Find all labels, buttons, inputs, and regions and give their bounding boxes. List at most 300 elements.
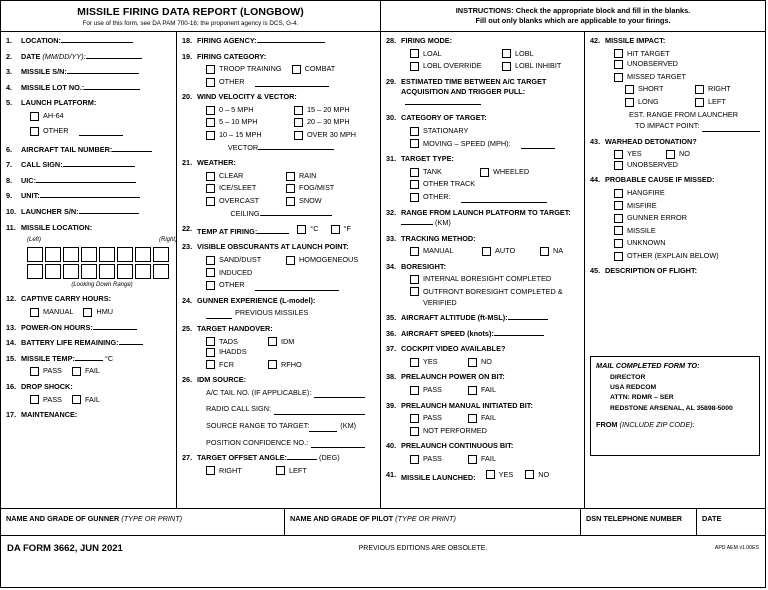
checkbox-wind-over-30[interactable]: [294, 130, 356, 141]
checkbox-cause-other[interactable]: [614, 251, 719, 262]
field-probable-cause: 44. PROBABLE CAUSE IF MISSED: HANGFIRE MISFIRE GUNNER ERROR MISSILE UNKNOWN OTHER (EXPLAIN BELOW): [590, 175, 719, 260]
previous-editions-note: PREVIOUS EDITIONS ARE OBSOLETE.: [358, 544, 488, 552]
input-moving-speed[interactable]: [521, 139, 555, 150]
option-label: MISSILE: [627, 225, 656, 235]
checkbox-wind-10-15[interactable]: [206, 130, 284, 141]
form-subtitle: For use of this form, see DA PAM 700-16; the proponent agency is DCS, G-4.: [82, 20, 299, 27]
checkbox-box-icon: [614, 214, 623, 223]
checkbox-launched-yes[interactable]: [486, 470, 514, 481]
checkbox-box-icon: [410, 386, 419, 395]
missile-cell[interactable]: [117, 247, 133, 262]
missile-cell[interactable]: [117, 264, 133, 279]
label-wind: WIND VELOCITY & VECTOR:: [197, 92, 297, 102]
checkbox-box-icon: [83, 308, 92, 317]
input-platform-other[interactable]: [79, 135, 123, 136]
label-to-impact-point: TO IMPACT POINT:: [635, 121, 700, 131]
mail-line-4: REDSTONE ARSENAL, AL 35898-5000: [610, 404, 733, 412]
field-gunner-experience: 24. GUNNER EXPERIENCE (L-model): PREVIOUS MISSILES: [182, 295, 316, 318]
option-label: YES: [423, 356, 438, 366]
checkbox-hit-target[interactable]: [614, 49, 678, 60]
checkbox-track-auto[interactable]: [482, 246, 530, 257]
label-mail-to: MAIL COMPLETED FORM TO:: [596, 360, 700, 370]
label-missile-launched: MISSILE LAUNCHED:: [401, 472, 476, 482]
label-idm-source: IDM SOURCE:: [197, 375, 247, 385]
checkbox-box-icon: [30, 308, 39, 317]
option-label: MANUAL: [423, 246, 454, 256]
checkbox-box-icon: [614, 60, 623, 69]
missile-cell[interactable]: [99, 264, 115, 279]
field-missile-impact: 42. MISSILE IMPACT: HIT TARGET UNOBSERVED MISSED TARGET SHORT RIGHT LONG LEFT EST. RANGE FROM LAUNCHER TO IMPACT POINT:: [590, 36, 760, 132]
checkbox-troop-training[interactable]: [206, 64, 282, 75]
label-probable-cause: PROBABLE CAUSE IF MISSED:: [605, 175, 715, 185]
option-label: FAIL: [84, 394, 100, 404]
option-label: LOBL OVERRIDE: [423, 61, 482, 71]
checkbox-box-icon: [410, 427, 419, 436]
checkbox-missed-target[interactable]: [614, 72, 686, 83]
checkbox-fog-mist[interactable]: [286, 183, 334, 194]
checkbox-box-icon: [614, 252, 623, 261]
checkbox-box-icon: [666, 150, 675, 159]
option-label: NOT PERFORMED: [423, 425, 487, 435]
option-label: LOBL: [515, 48, 534, 58]
checkbox-clear[interactable]: [206, 171, 276, 182]
checkbox-box-icon: [410, 62, 419, 71]
input-target-offset-angle[interactable]: [287, 459, 317, 460]
checkbox-offset-left[interactable]: [276, 466, 307, 477]
field-captive-carry: 12. CAPTIVE CARRY HOURS: MANUAL HMU: [6, 294, 114, 317]
field-dsn-telephone[interactable]: DSN TELEPHONE NUMBER: [581, 509, 697, 535]
field-boresight: 34. BORESIGHT: INTERNAL BORESIGHT COMPLETED OUTFRONT BORESIGHT COMPLETED & VERIFIED: [386, 261, 563, 307]
checkbox-box-icon: [625, 98, 634, 107]
input-location[interactable]: [61, 42, 133, 43]
checkbox-right[interactable]: [695, 84, 731, 95]
checkbox-wind-20-30[interactable]: [294, 117, 350, 128]
option-label: LONG: [638, 96, 659, 106]
field-launcher-sn: 10. LAUNCHER S/N:: [6, 207, 171, 218]
input-range-to-target[interactable]: [401, 224, 433, 225]
checkbox-gunner-error[interactable]: [614, 213, 687, 224]
label-power-on-hours: POWER-ON HOURS:: [21, 322, 93, 332]
label-firing-category: FIRING CATEGORY:: [197, 51, 267, 61]
field-signature-date[interactable]: DATE: [702, 514, 722, 523]
input-power-on-hours[interactable]: [93, 329, 137, 330]
checkbox-lobl-inhibit[interactable]: [502, 61, 561, 72]
input-missile-temp[interactable]: [75, 360, 103, 361]
input-to-impact-point[interactable]: [702, 121, 760, 132]
input-temp-at-firing[interactable]: [257, 233, 289, 234]
checkbox-box-icon: [410, 455, 419, 464]
label-missile-sn: MISSILE S/N:: [21, 67, 67, 77]
checkbox-left[interactable]: [695, 97, 726, 108]
option-label: YES: [498, 469, 514, 479]
checkbox-launched-no[interactable]: [525, 470, 549, 481]
label-aircraft-altitude: AIRCRAFT ALTITUDE (ft-MSL):: [401, 313, 508, 323]
input-firing-agency[interactable]: [257, 42, 325, 43]
option-label: 15 – 20 MPH: [307, 104, 350, 114]
field-date: 2. DATE (MM/DD/YY):: [6, 52, 171, 63]
option-label: FOG/MIST: [299, 183, 335, 193]
checkbox-homogeneous[interactable]: [286, 255, 358, 266]
input-missile-lot[interactable]: [84, 89, 140, 90]
option-label: HIT TARGET: [627, 48, 670, 58]
checkbox-combat[interactable]: [292, 64, 336, 75]
checkbox-induced[interactable]: [206, 268, 252, 279]
label-warhead-detonation: WARHEAD DETONATION?: [605, 136, 697, 146]
missile-cell[interactable]: [45, 264, 61, 279]
input-date[interactable]: [86, 58, 142, 59]
checkbox-wind-5-10[interactable]: [206, 117, 284, 128]
label-est-range-from-launcher: EST. RANGE FROM LAUNCHER: [629, 110, 739, 120]
missile-cell[interactable]: [63, 247, 79, 262]
description-of-flight-area[interactable]: [590, 282, 760, 352]
field-power-on-hours: 13. POWER-ON HOURS:: [6, 323, 171, 334]
checkbox-shock-fail[interactable]: [72, 395, 100, 406]
option-label: OVER 30 MPH: [307, 130, 357, 140]
option-label: MOVING – SPEED (MPH):: [423, 138, 511, 148]
input-unit[interactable]: [40, 197, 140, 198]
missile-cell[interactable]: [99, 247, 115, 262]
column-3: [381, 32, 585, 508]
field-cockpit-video: 37. COCKPIT VIDEO AVAILABLE? YES NO: [386, 344, 506, 366]
option-label: FCR: [219, 359, 234, 369]
checkbox-box-icon: [206, 337, 215, 346]
option-label: RFHO: [281, 359, 302, 369]
checkbox-box-icon: [292, 65, 301, 74]
checkbox-manual[interactable]: [30, 307, 73, 318]
checkbox-hmu[interactable]: [83, 307, 113, 318]
checkbox-box-icon: [294, 131, 303, 140]
checkbox-box-icon: [410, 127, 419, 136]
option-label: LEFT: [708, 96, 726, 106]
checkbox-continuous-bit-pass[interactable]: [410, 454, 458, 465]
checkbox-box-icon: [268, 360, 277, 369]
checkbox-box-icon: [695, 85, 704, 94]
option-label: HMU: [96, 307, 114, 317]
field-location: 1. LOCATION:: [6, 36, 171, 47]
checkbox-temp-pass[interactable]: [30, 366, 62, 377]
label-target-handover: TARGET HANDOVER:: [197, 323, 273, 333]
field-description-of-flight: 45. DESCRIPTION OF FLIGHT:: [590, 266, 698, 276]
option-label: FAIL: [481, 453, 497, 463]
missile-cell[interactable]: [135, 247, 151, 262]
checkbox-warhead-no[interactable]: [666, 149, 706, 160]
label-missile-location: MISSILE LOCATION:: [21, 222, 93, 232]
checkbox-moving-speed[interactable]: [410, 139, 511, 150]
checkbox-box-icon: [206, 360, 215, 369]
input-obscurant-other[interactable]: [255, 280, 339, 291]
field-gunner-name[interactable]: NAME AND GRADE OF GUNNER (TYPE OR PRINT): [1, 509, 285, 535]
missile-cell[interactable]: [27, 247, 43, 262]
input-ceiling[interactable]: [260, 215, 332, 216]
checkbox-temp-fail[interactable]: [72, 366, 100, 377]
input-missile-sn[interactable]: [67, 73, 139, 74]
field-firing-mode: 28. FIRING MODE: LOAL LOBL LOBL OVERRIDE LOBL INHIBIT: [386, 36, 562, 71]
option-label: TANK: [423, 166, 442, 176]
input-estimated-time[interactable]: [405, 104, 481, 105]
option-label: °C: [310, 224, 319, 234]
checkbox-box-icon: [286, 197, 295, 206]
field-target-handover: 25. TARGET HANDOVER: TADS IDM IHADDS FCR RFHO: [182, 324, 375, 370]
label-deg: (DEG): [319, 453, 340, 463]
option-label: ICE/SLEET: [219, 183, 257, 193]
missile-cell[interactable]: [63, 264, 79, 279]
checkbox-short[interactable]: [625, 84, 685, 95]
input-vector[interactable]: [258, 149, 334, 150]
field-idm-source: 26. IDM SOURCE: A/C TAIL NO. (IF APPLICABLE): RADIO CALL SIGN: SOURCE RANGE TO TARGET: (KM) POSITION CONFIDENCE NO.:: [182, 375, 375, 448]
input-battery-life[interactable]: [119, 344, 143, 345]
option-label: 0 – 5 MPH: [219, 104, 254, 114]
checkbox-box-icon: [206, 78, 215, 87]
option-label: UNOBSERVED: [627, 59, 678, 69]
input-from-address[interactable]: [596, 429, 754, 451]
input-ac-tail-no[interactable]: [314, 388, 365, 399]
checkbox-wheeled[interactable]: [480, 167, 529, 178]
checkbox-platform-other[interactable]: [30, 126, 69, 137]
label-cockpit-video: COCKPIT VIDEO AVAILABLE?: [401, 344, 506, 354]
label-temp-at-firing: TEMP AT FIRING:: [197, 226, 258, 236]
mail-completed-form-box: [590, 356, 760, 456]
checkbox-manual-bit-fail[interactable]: [468, 413, 496, 424]
option-label: 10 – 15 MPH: [219, 130, 262, 140]
checkbox-lobl[interactable]: [502, 49, 534, 60]
instructions-line-1: INSTRUCTIONS: Check the appropriate block and fill in the blanks.: [455, 6, 691, 15]
input-target-other[interactable]: [461, 192, 547, 203]
option-label: OVERCAST: [219, 195, 260, 205]
checkbox-celsius[interactable]: [297, 224, 318, 235]
label-weather: WEATHER:: [197, 158, 236, 168]
option-label: °F: [343, 224, 351, 234]
option-label: SHORT: [638, 84, 664, 94]
missile-cell[interactable]: [153, 247, 169, 262]
checkbox-power-bit-fail[interactable]: [468, 385, 496, 396]
label-unit: UNIT:: [21, 191, 40, 201]
checkbox-box-icon: [30, 127, 39, 136]
checkbox-video-yes[interactable]: [410, 357, 458, 368]
label-aircraft-speed: AIRCRAFT SPEED (knots):: [401, 328, 494, 338]
apd-version: APD AEM v1.00ES: [714, 545, 759, 551]
missile-cell[interactable]: [45, 247, 61, 262]
signature-row: [1, 509, 765, 536]
input-tail-number[interactable]: [112, 151, 152, 152]
checkbox-box-icon: [410, 49, 419, 58]
checkbox-misfire[interactable]: [614, 201, 657, 212]
checkbox-unobserved[interactable]: [614, 59, 678, 70]
option-label: IDM: [281, 336, 295, 346]
checkbox-offset-right[interactable]: [206, 466, 266, 477]
label-uic: UIC:: [21, 175, 36, 185]
missile-cell[interactable]: [81, 264, 97, 279]
checkbox-fahrenheit[interactable]: [331, 224, 351, 235]
option-label: NO: [538, 469, 550, 479]
option-label: RIGHT: [219, 465, 242, 475]
checkbox-sand-dust[interactable]: [206, 255, 276, 266]
field-missile-temp: 15. MISSILE TEMP: °C PASS FAIL: [6, 353, 114, 376]
checkbox-obscurant-other[interactable]: [206, 280, 245, 291]
option-label: OTHER: [219, 76, 245, 86]
field-aircraft-speed: 36. AIRCRAFT SPEED (knots):: [386, 329, 579, 340]
checkbox-overcast[interactable]: [206, 196, 276, 207]
field-missile-launched: 41. MISSILE LAUNCHED: YES NO: [386, 469, 550, 482]
checkbox-box-icon: [410, 180, 419, 189]
checkbox-manual-bit-not-performed[interactable]: [410, 426, 487, 437]
checkbox-ah64[interactable]: [30, 111, 64, 122]
label-radio-call-sign: RADIO CALL SIGN:: [206, 404, 272, 414]
checkbox-power-bit-pass[interactable]: [410, 385, 458, 396]
label-left: (Left): [27, 237, 42, 244]
input-launcher-sn[interactable]: [79, 213, 139, 214]
option-label: LEFT: [289, 465, 307, 475]
label-range-to-target: RANGE FROM LAUNCH PLATFORM TO TARGET:: [401, 207, 571, 217]
checkbox-box-icon: [468, 358, 477, 367]
field-pilot-name[interactable]: NAME AND GRADE OF PILOT (TYPE OR PRINT): [285, 509, 581, 535]
option-label: AH-64: [43, 110, 64, 120]
checkbox-warhead-yes[interactable]: [614, 149, 656, 160]
checkbox-unknown[interactable]: [614, 238, 666, 249]
option-label: FAIL: [84, 366, 100, 376]
checkbox-target-other[interactable]: [410, 192, 451, 203]
checkbox-video-no[interactable]: [468, 357, 492, 368]
option-label: INTERNAL BORESIGHT COMPLETED: [423, 274, 552, 284]
input-aircraft-speed[interactable]: [494, 335, 544, 336]
checkbox-box-icon: [614, 161, 623, 170]
label-prelaunch-power-bit: PRELAUNCH POWER ON BIT:: [401, 372, 505, 382]
checkbox-box-icon: [502, 62, 511, 71]
option-label: RAIN: [299, 170, 317, 180]
checkbox-cause-missile[interactable]: [614, 226, 656, 237]
checkbox-tads[interactable]: [206, 337, 258, 348]
label-right: (Right): [158, 237, 177, 244]
label-launch-platform: LAUNCH PLATFORM:: [21, 98, 97, 108]
label-missile-impact: MISSILE IMPACT:: [605, 36, 666, 45]
checkbox-long[interactable]: [625, 97, 685, 108]
checkbox-track-na[interactable]: [540, 246, 563, 257]
checkbox-box-icon: [297, 225, 306, 234]
checkbox-stationary[interactable]: [410, 126, 468, 137]
checkbox-tank[interactable]: [410, 167, 470, 178]
checkbox-ihadds[interactable]: [206, 347, 247, 358]
checkbox-warhead-unobserved[interactable]: [614, 160, 678, 171]
checkbox-box-icon: [206, 65, 215, 74]
option-label: OTHER (EXPLAIN BELOW): [627, 250, 719, 260]
option-label: TADS: [219, 336, 238, 346]
checkbox-box-icon: [540, 247, 549, 256]
field-maintenance: 17. MAINTENANCE:: [6, 410, 78, 420]
field-wind: 20. WIND VELOCITY & VECTOR: 0 – 5 MPH 15 – 20 MPH 5 – 10 MPH 20 – 30 MPH 10 – 15 MPH OVER 30 MPH VECTOR: [182, 92, 357, 152]
checkbox-box-icon: [468, 386, 477, 395]
label-ceiling: CEILING: [230, 208, 260, 218]
option-label: COMBAT: [304, 64, 336, 74]
checkbox-continuous-bit-fail[interactable]: [468, 454, 496, 465]
label-date: DATE: [21, 51, 41, 61]
checkbox-ice-sleet[interactable]: [206, 183, 276, 194]
input-category-other[interactable]: [255, 77, 329, 88]
option-label: OTHER: [219, 280, 245, 290]
option-label: RIGHT: [708, 84, 731, 94]
mail-address: [596, 373, 754, 414]
checkbox-outfront-boresight[interactable]: [410, 287, 419, 296]
checkbox-hangfire[interactable]: [614, 188, 665, 199]
missile-cell[interactable]: [81, 247, 97, 262]
input-radio-call-sign[interactable]: [274, 404, 365, 415]
label-call-sign: CALL SIGN:: [21, 160, 63, 170]
missile-cell-row-1: [27, 245, 177, 262]
missile-cell[interactable]: [153, 264, 169, 279]
input-position-confidence[interactable]: [311, 438, 365, 449]
checkbox-manual-bit-pass[interactable]: [410, 413, 458, 424]
option-label: PASS: [423, 453, 442, 463]
option-label: NO: [679, 149, 690, 159]
checkbox-wind-15-20[interactable]: [294, 105, 350, 116]
input-aircraft-altitude[interactable]: [508, 319, 548, 320]
input-call-sign[interactable]: [63, 166, 135, 167]
checkbox-other-track[interactable]: [410, 179, 475, 190]
checkbox-rain[interactable]: [286, 171, 316, 182]
checkbox-loal[interactable]: [410, 49, 492, 60]
label-target-offset-angle: TARGET OFFSET ANGLE:: [197, 453, 287, 463]
checkbox-box-icon: [480, 168, 489, 177]
checkbox-category-other[interactable]: [206, 77, 245, 88]
checkbox-box-icon: [30, 395, 39, 404]
checkbox-track-manual[interactable]: [410, 246, 472, 257]
mail-line-3: ATTN: RDMR – SER: [610, 394, 674, 402]
input-uic[interactable]: [36, 182, 136, 183]
form-body: [1, 32, 765, 509]
checkbox-internal-boresight[interactable]: [410, 274, 551, 285]
option-label: LOBL INHIBIT: [515, 61, 562, 71]
missile-cell[interactable]: [135, 264, 151, 279]
input-previous-missiles[interactable]: [206, 308, 232, 319]
field-tracking-method: 33. TRACKING METHOD: MANUAL AUTO NA: [386, 233, 564, 256]
checkbox-idm[interactable]: [268, 337, 320, 348]
checkbox-box-icon: [72, 395, 81, 404]
label-firing-mode: FIRING MODE:: [401, 36, 453, 45]
label-boresight: BORESIGHT:: [401, 261, 446, 271]
option-label: OTHER: [43, 126, 69, 136]
input-source-range[interactable]: [309, 421, 337, 432]
mail-line-1: DIRECTOR: [610, 373, 646, 381]
checkbox-snow[interactable]: [286, 196, 322, 207]
option-label: NA: [553, 246, 564, 256]
option-label: YES: [627, 149, 642, 159]
field-firing-category: 19. FIRING CATEGORY: TROOP TRAINING COMBAT OTHER: [182, 51, 336, 86]
checkbox-wind-0-5[interactable]: [206, 105, 284, 116]
label-description-of-flight: DESCRIPTION OF FLIGHT:: [605, 266, 698, 276]
checkbox-box-icon: [268, 337, 277, 346]
option-label: MISFIRE: [627, 200, 657, 210]
checkbox-box-icon: [410, 193, 419, 202]
checkbox-rfho[interactable]: [268, 360, 302, 371]
label-ac-tail-no: A/C TAIL NO. (IF APPLICABLE):: [206, 387, 312, 397]
label-from: FROM (INCLUDE ZIP CODE):: [596, 419, 695, 429]
field-target-type: 31. TARGET TYPE: TANK WHEELED OTHER TRACK OTHER:: [386, 154, 579, 202]
label-location: LOCATION:: [21, 36, 61, 45]
option-label: 5 – 10 MPH: [219, 117, 258, 127]
field-category-of-target: 30. CATEGORY OF TARGET: STATIONARY MOVING – SPEED (MPH):: [386, 113, 579, 149]
label-missile-lot: MISSILE LOT NO.:: [21, 82, 85, 92]
field-prelaunch-continuous-bit: 40. PRELAUNCH CONTINUOUS BIT: PASS FAIL: [386, 441, 514, 463]
field-drop-shock: 16. DROP SHOCK: PASS FAIL: [6, 381, 100, 404]
missile-cell[interactable]: [27, 264, 43, 279]
column-4: [585, 32, 765, 508]
field-launch-platform: 5. LAUNCH PLATFORM: AH-64 OTHER: [6, 98, 171, 139]
checkbox-fcr[interactable]: [206, 360, 258, 371]
mail-line-2: USA REDCOM: [610, 384, 657, 392]
checkbox-lobl-override[interactable]: [410, 61, 492, 72]
label-captive-carry: CAPTIVE CARRY HOURS:: [21, 294, 112, 304]
checkbox-shock-pass[interactable]: [30, 395, 62, 406]
header-right: [381, 1, 765, 31]
option-label: SAND/DUST: [219, 255, 262, 265]
